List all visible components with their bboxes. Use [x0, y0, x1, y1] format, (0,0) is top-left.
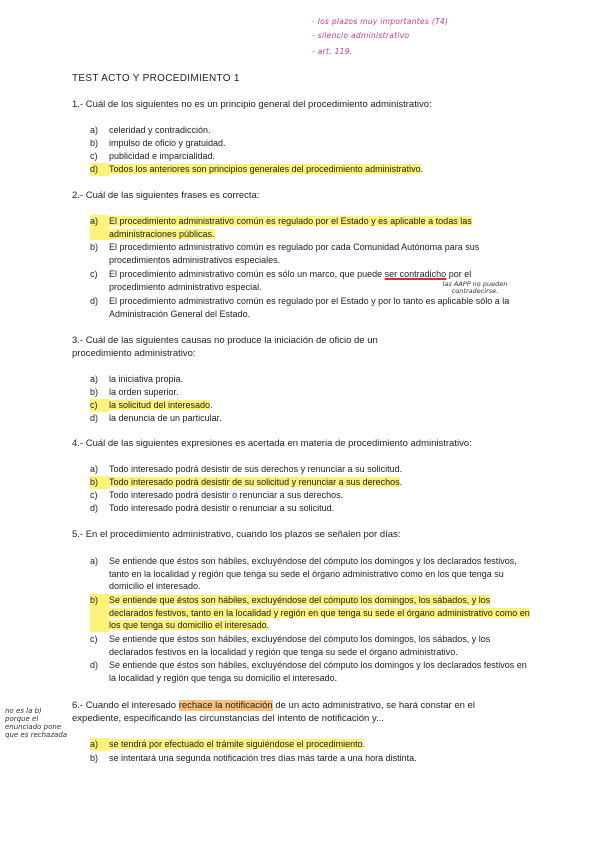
q5-option-b	[90, 594, 530, 632]
option-text-underlined: ser contradicho	[384, 269, 447, 279]
option-letter: a)	[90, 125, 99, 135]
option-letter: c)	[90, 490, 98, 500]
option-text: la iniciativa propia.	[109, 374, 184, 384]
option-letter: a)	[90, 464, 99, 474]
option-letter: d)	[90, 413, 99, 423]
side-note-line: no es la b)	[5, 707, 42, 715]
option-letter: a)	[90, 215, 109, 240]
option-text-highlighted: Se entiende que éstos son hábiles, excluyéndose del cómputo los domingos, los sábados, y los declarados festivos, tanto en la localidad y región en que tenga su sede el órgano administrativo como en los que tenga su domicilio el interesado	[109, 595, 530, 631]
option-text-highlighted: Todo interesado podrá desistir de su solicitud y renunciar a sus derechos	[109, 477, 400, 487]
q4-option-c	[90, 489, 530, 502]
option-end: .	[420, 164, 424, 174]
q1-option-b	[90, 137, 530, 150]
question-4: 4.- Cuál de las siguientes expresiones es acertada en materia de procedimiento administrativo:	[72, 438, 472, 449]
option-letter: d)	[90, 503, 99, 513]
page-title: TEST ACTO Y PROCEDIMIENTO 1	[72, 73, 240, 84]
option-text: Todo interesado podrá desistir de sus derechos y renunciar a su solicitud.	[109, 464, 403, 474]
q2-option-c	[90, 268, 530, 293]
q6-option-b	[90, 752, 530, 765]
option-end: .	[210, 400, 213, 410]
option-text-highlighted: Todos los anteriores son principios generales del procedimiento administrativo	[109, 164, 421, 174]
under-note-line: las AAPP no pueden	[442, 280, 508, 288]
question-text: de un acto administrativo, se hará constar en el expediente, especificando las circunstancias del intento de notificación y...	[72, 700, 475, 724]
q5-option-d	[90, 659, 530, 684]
question-text-highlighted: rechace la notificación	[178, 700, 273, 711]
option-letter: d)	[90, 660, 99, 670]
question-text: 6.- Cuando el interesado	[72, 700, 179, 711]
option-text: la denuncia de un particular.	[109, 413, 222, 423]
note-art: - art. 119.	[312, 47, 353, 56]
option-text: por el procedimiento administrativo especial.	[109, 269, 472, 292]
option-text: publicidad e imparcialidad.	[109, 151, 216, 161]
option-letter: b)	[90, 138, 99, 148]
option-letter: a)	[90, 374, 99, 384]
option-text-highlighted: El procedimiento administrativo común es regulado por el Estado y es aplicable a todas las administraciones públicas.	[109, 216, 472, 239]
question-line: 3.- Cuál de las siguientes causas no produce la iniciación de oficio de un	[72, 335, 378, 346]
option-letter: b)	[90, 387, 99, 397]
q3-option-b	[90, 386, 530, 399]
question-line: procedimiento administrativo:	[72, 347, 196, 359]
q1-option-d	[90, 163, 530, 176]
option-letter: a)	[90, 556, 99, 566]
option-letter: b)	[90, 753, 99, 763]
q1-option-a	[90, 124, 530, 137]
question-3	[72, 335, 542, 360]
option-letter: c)	[90, 399, 109, 412]
option-text-highlighted: se tendrá por efectuado el trámite siguiéndose el procedimiento	[109, 739, 363, 749]
option-letter: b)	[90, 242, 99, 252]
option-text: la orden superior.	[109, 387, 179, 397]
question-5: 5.- En el procedimiento administrativo, cuando los plazos se señalen por días:	[72, 529, 401, 540]
q4-option-d	[90, 502, 530, 515]
side-note-line: porque el	[5, 715, 39, 723]
option-letter: b)	[90, 594, 109, 632]
option-text-highlighted: la solicitud del interesado	[109, 400, 211, 410]
q2-option-b	[90, 241, 530, 266]
option-text: Se entiende que éstos son hábiles, excluyéndose del cómputo los domingos, los sábados, y los declarados festivos en la localidad y región que tenga su sede el órgano administrativo.	[109, 634, 491, 657]
option-text: impulso de oficio y gratuidad.	[109, 138, 226, 148]
q5-option-a	[90, 555, 530, 593]
option-text: El procedimiento administrativo común es regulado por el Estado y por lo tanto es aplicable sólo a la Administración General del Estado.	[109, 296, 510, 319]
option-text: El procedimiento administrativo común es regulado por cada Comunidad Autónoma para sus procedimientos administrativos especiales.	[109, 242, 480, 265]
note-plazos: - los plazos muy importantes (T4)	[312, 17, 449, 26]
under-note-line: contradecirse.	[451, 287, 499, 295]
option-text: Todo interesado podrá desistir o renunciar a sus derechos.	[109, 490, 344, 500]
q3-option-a	[90, 373, 530, 386]
option-text: Se entiende que éstos son hábiles, excluyéndose del cómputo los domingos y los declarados festivos, tanto en la localidad y región que tenga su sede el órgano administrativo como en los que tenga su domicilio el interesado.	[109, 556, 517, 592]
q2-option-a	[90, 215, 530, 240]
q4-option-a	[90, 463, 530, 476]
question-6	[72, 700, 512, 725]
q3-option-d	[90, 412, 530, 425]
option-text: celeridad y contradicción.	[109, 125, 211, 135]
q1-option-c	[90, 150, 530, 163]
option-letter: d)	[90, 163, 109, 176]
option-text: Se entiende que éstos son hábiles, excluyéndose del cómputo los domingos y los declarados festivos en la localidad y región que tenga su domicilio el interesado.	[109, 660, 527, 683]
option-text: El procedimiento administrativo común es sólo un marco, que puede	[109, 269, 385, 279]
option-letter: c)	[90, 151, 98, 161]
option-text: se intentará una segunda notificación tres días más tarde a una hora distinta.	[109, 753, 417, 763]
option-text: Todo interesado podrá desistir o renunciar a su solicitud.	[109, 503, 335, 513]
question-2: 2.- Cuál de las siguientes frases es correcta:	[72, 190, 260, 201]
q2-option-d	[90, 295, 530, 320]
option-end: .	[266, 620, 270, 631]
note-silencio: - silencio administrativo	[312, 31, 410, 40]
option-letter: d)	[90, 296, 99, 306]
side-note-line: enunciado pone	[5, 723, 62, 731]
option-letter: c)	[90, 634, 98, 644]
option-letter: b)	[90, 476, 109, 489]
option-end: .	[362, 739, 366, 749]
q5-option-c	[90, 633, 530, 658]
side-note	[5, 707, 67, 739]
q3-option-c	[90, 399, 530, 412]
option-letter: a)	[90, 738, 109, 751]
q6-option-a	[90, 738, 530, 751]
question-1: 1.- Cuál de los siguientes no es un principio general del procedimiento administrativo:	[72, 99, 432, 110]
option-end: .	[399, 477, 403, 487]
side-note-line: que es rechazada	[5, 731, 68, 739]
option-letter: c)	[90, 269, 98, 279]
q4-option-b	[90, 476, 530, 489]
